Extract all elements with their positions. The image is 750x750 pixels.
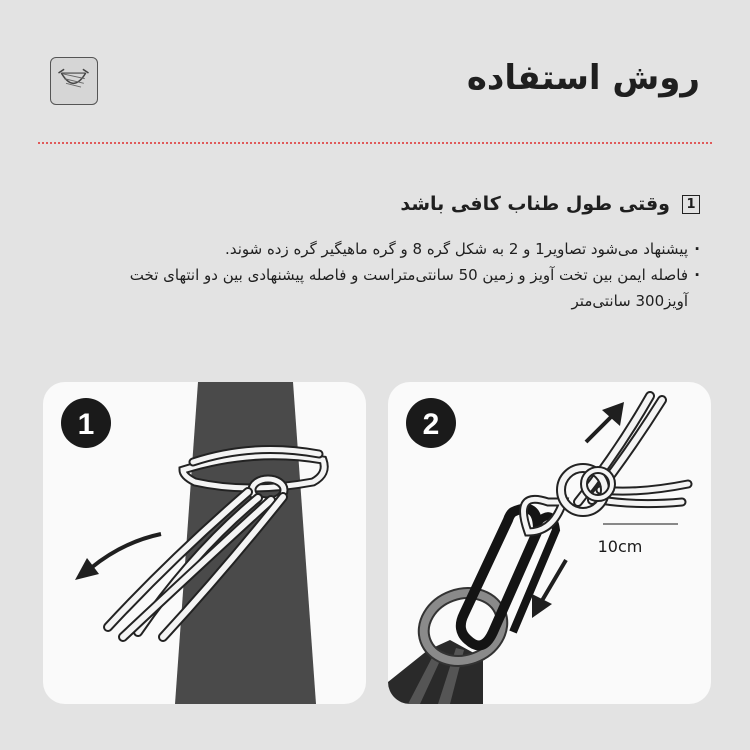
direction-arrow-icon xyxy=(75,534,161,580)
dotted-divider xyxy=(38,142,712,144)
measure-label: 10cm xyxy=(597,537,643,556)
figure-2-panel xyxy=(388,382,711,704)
page-title: روش استفاده xyxy=(466,58,700,98)
up-arrow-icon xyxy=(586,402,624,442)
hammock-logo-icon xyxy=(50,57,98,105)
step-badge-1 xyxy=(61,398,111,448)
svg-text:1: 1 xyxy=(77,408,95,441)
instruction-list xyxy=(100,236,700,314)
section-number: 1 xyxy=(682,195,700,214)
svg-text:2: 2 xyxy=(422,408,440,441)
instruction-item: . پیشنهاد می‌شود تصاویر1 و 2 به شکل گره 8 و گره ماهیگیر گره زده شوند. xyxy=(100,236,700,262)
section-title: وقتی طول طناب کافی باشد xyxy=(400,193,670,215)
instruction-item: . فاصله ایمن بین تخت آویز و زمین 50 سانتی‌متراست و فاصله پیشنهادی بین دو انتهای تخت آویز300 سانتی‌متر xyxy=(100,262,700,314)
step-badge-2 xyxy=(406,398,456,448)
figure-1-panel xyxy=(43,382,366,704)
rope-knot xyxy=(524,396,689,532)
section-heading xyxy=(400,193,700,215)
